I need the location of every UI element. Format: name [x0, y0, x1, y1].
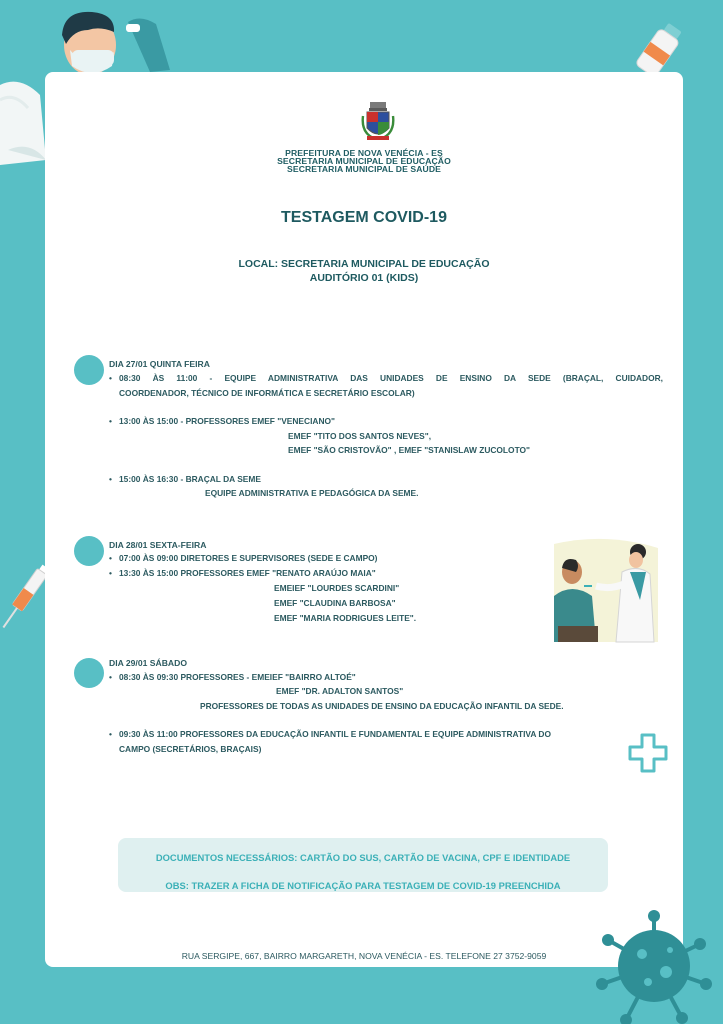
header-line-educacao: SECRETARIA MUNICIPAL DE EDUCAÇÃO [277, 156, 451, 166]
medical-cross-icon [627, 732, 669, 774]
virus-icon [596, 910, 712, 1024]
day1-item2-line1: • 13:00 ÀS 15:00 - PROFESSORES EMEF "VENECIANO" [119, 416, 335, 427]
day3-item2-line2: CAMPO (SECRETÁRIOS, BRAÇAIS) [119, 744, 262, 754]
auditorium-line: AUDITÓRIO 01 (KIDS) [309, 272, 419, 284]
requirements-box [118, 838, 608, 892]
day-marker-dot [74, 658, 104, 688]
observation-text: OBS: TRAZER A FICHA DE NOTIFICAÇÃO PARA TESTAGEM DE COVID-19 PREENCHIDA [165, 880, 561, 891]
day1-item1-line2: COORDENADOR, TÉCNICO DE INFORMÁTICA E SECRETÁRIO ESCOLAR) [119, 388, 415, 398]
day3-item1-line2: EMEF "DR. ADALTON SANTOS" [276, 686, 404, 696]
day1-heading: DIA 27/01 QUINTA FEIRA [109, 359, 210, 369]
municipal-crest [361, 102, 395, 142]
day2-heading: DIA 28/01 SEXTA-FEIRA [109, 540, 207, 550]
day3-heading: DIA 29/01 SÁBADO [109, 658, 188, 668]
header-line-saude: SECRETARIA MUNICIPAL DE SAÚDE [287, 164, 441, 174]
day3-item1-line3: PROFESSORES DE TODAS AS UNIDADES DE ENSINO DA EDUCAÇÃO INFANTIL DA SEDE. [200, 701, 564, 711]
page-title: TESTAGEM COVID-19 [281, 209, 447, 226]
day1-item3-line1: • 15:00 ÀS 16:30 - BRAÇAL DA SEME [119, 474, 261, 485]
day2-item1: • 07:00 ÀS 09:00 DIRETORES E SUPERVISORES (SEDE E CAMPO) [119, 553, 377, 564]
day2-item2-line4: EMEF "MARIA RODRIGUES LEITE". [274, 613, 417, 623]
flyer-card [45, 72, 683, 967]
day1-item1-line1: • 08:30 ÀS 11:00 - EQUIPE ADMINISTRATIVA DAS UNIDADES DE ENSINO DA SEDE (BRAÇAL, CUIDADOR, [119, 373, 663, 384]
day2-item2-line1: • 13:30 ÀS 15:00 PROFESSORES EMEF "RENATO ARAÚJO MAIA" [119, 568, 376, 579]
day3-item1-line1: • 08:30 ÀS 09:30 PROFESSORES - EMEIEF "BAIRRO ALTOÉ" [119, 672, 356, 683]
day2-item2-line3: EMEF "CLAUDINA BARBOSA" [274, 598, 396, 608]
day2-item2-line2: EMEIEF "LOURDES SCARDINI" [274, 583, 400, 593]
day3-item2-line1: • 09:30 ÀS 11:00 PROFESSORES DA EDUCAÇÃO INFANTIL E FUNDAMENTAL E EQUIPE ADMINISTRATIVA DO [119, 729, 551, 740]
location-line: LOCAL: SECRETARIA MUNICIPAL DE EDUCAÇÃO [238, 258, 490, 270]
footer-address: RUA SERGIPE, 667, BAIRRO MARGARETH, NOVA VENÉCIA - ES. TELEFONE 27 3752-9059 [181, 951, 547, 961]
day-marker-dot [74, 355, 104, 385]
day-marker-dot [74, 536, 104, 566]
nurse-vaccinating-illustration [550, 538, 662, 644]
syringe-icon [0, 560, 48, 636]
day1-item2-line3: EMEF "SÃO CRISTOVÃO" , EMEF "STANISLAW ZUCOLOTO" [288, 445, 531, 455]
day1-item2-line2: EMEF "TITO DOS SANTOS NEVES", [288, 431, 432, 441]
documents-required-text: DOCUMENTOS NECESSÁRIOS: CARTÃO DO SUS, CARTÃO DE VACINA, CPF E IDENTIDADE [155, 852, 571, 863]
day1-item3-line2: EQUIPE ADMINISTRATIVA E PEDAGÓGICA DA SEME. [205, 488, 419, 498]
header-line-prefeitura: PREFEITURA DE NOVA VENÉCIA - ES [285, 148, 443, 158]
